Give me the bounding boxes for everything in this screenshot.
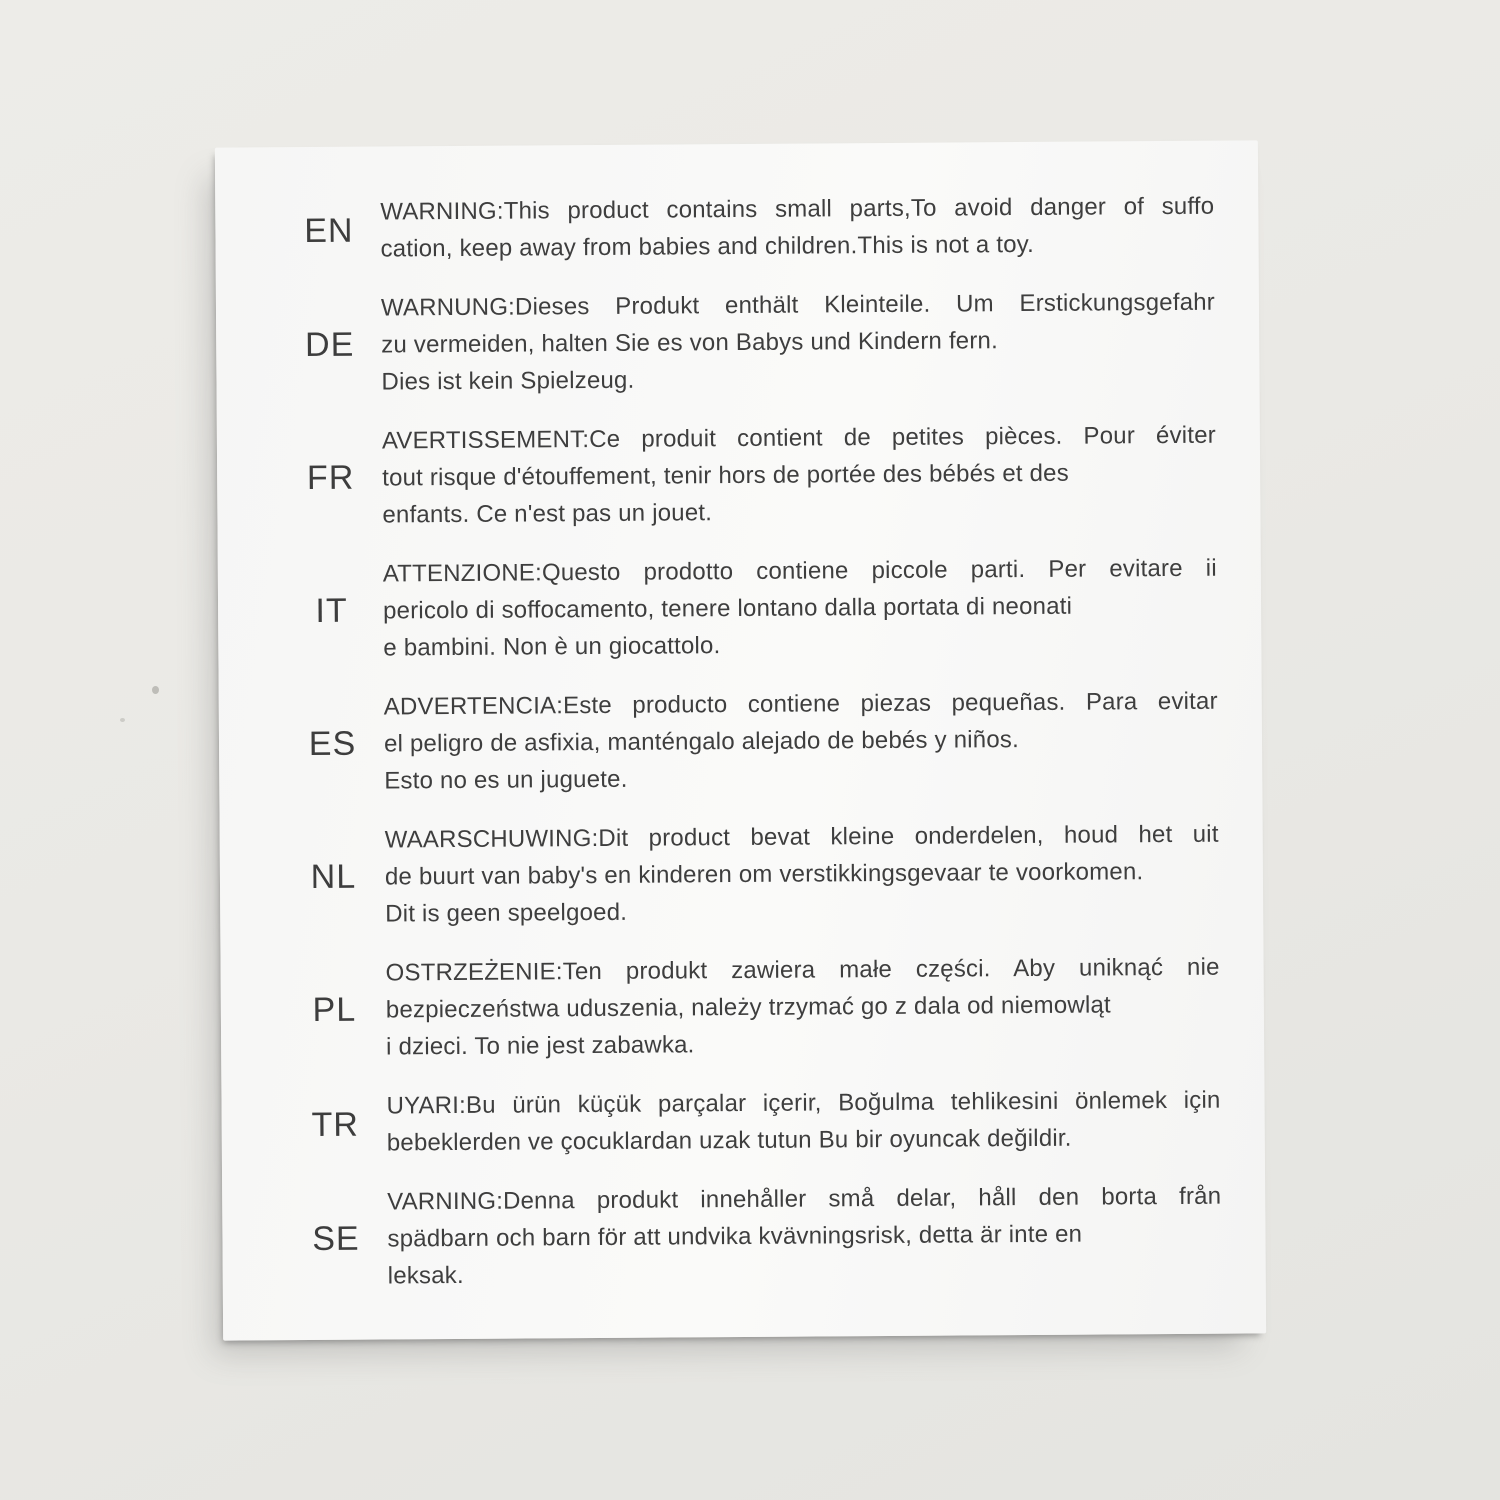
warning-text-pl xyxy=(385,949,1220,1066)
warning-line: ADVERTENCIA:Este producto contiene piezas pequeñas. Para evitar xyxy=(383,687,1218,721)
warning-line: leksak. xyxy=(387,1261,464,1290)
lang-section-es xyxy=(281,683,1219,801)
warning-line: zu vermeiden, halten Sie es von Babys und Kindern fern. xyxy=(381,327,999,359)
lang-section-se xyxy=(284,1178,1222,1296)
lang-section-de xyxy=(278,284,1216,402)
lang-code-fr: FR xyxy=(306,458,355,498)
warning-text-en xyxy=(380,188,1214,268)
backdrop-speck xyxy=(152,686,159,694)
backdrop-speck xyxy=(120,718,125,722)
warning-line: cation, keep away from babies and children.This is not a toy. xyxy=(380,230,1035,263)
warning-line: VARNING:Denna produkt innehåller små delar, håll den borta från xyxy=(387,1182,1222,1216)
warning-text-tr xyxy=(386,1082,1220,1162)
warning-line: i dzieci. To nie jest zabawka. xyxy=(386,1031,695,1061)
warning-text-es xyxy=(384,683,1219,800)
lang-code-nl: NL xyxy=(310,857,357,897)
lang-code-en: EN xyxy=(304,211,354,250)
warning-line: bezpieczeństwa uduszenia, należy trzymać go z dala od niemowląt xyxy=(385,991,1111,1024)
lang-section-it xyxy=(280,550,1218,668)
lang-code-es: ES xyxy=(308,724,357,764)
lang-section-nl xyxy=(282,816,1220,934)
warning-text-nl xyxy=(385,816,1220,933)
warning-line: pericolo di soffocamento, tenere lontano dalla portata di neonati xyxy=(382,592,1073,625)
lang-code-se: SE xyxy=(312,1219,360,1259)
lang-code-it: IT xyxy=(315,591,348,630)
lang-section-pl xyxy=(282,949,1220,1067)
warning-label-paper xyxy=(215,140,1266,1340)
warning-line: AVERTISSEMENT:Ce produit contient de petites pièces. Pour éviter xyxy=(381,421,1216,455)
warning-line: ATTENZIONE:Questo prodotto contiene piccole parti. Per evitare ii xyxy=(382,554,1217,588)
warning-line: Dit is geen speelgoed. xyxy=(385,898,628,928)
warning-line: WARNUNG:Dieses Produkt enthält Kleinteile. Um Erstickungsgefahr xyxy=(380,288,1216,322)
warning-text-de xyxy=(381,284,1216,401)
warning-text-it xyxy=(383,550,1218,667)
lang-section-fr xyxy=(279,417,1217,535)
warning-line: OSTRZEŻENIE:Ten produkt zawiera małe części. Aby uniknąć nie xyxy=(385,953,1220,987)
warning-line: tout risque d'étouffement, tenir hors de portée des bébés et des xyxy=(382,459,1069,492)
warning-line: Dies ist kein Spielzeug. xyxy=(381,366,635,396)
warning-line: e bambini. Non è un giocattolo. xyxy=(383,632,721,662)
warning-line: spädbarn och barn för att undvika kvävningsrisk, detta är inte en xyxy=(387,1220,1083,1253)
warning-line: de buurt van baby's en kinderen om verstikkingsgevaar te voorkomen. xyxy=(384,858,1144,891)
warning-line: WARNING:This product contains small parts,To avoid danger of suffo xyxy=(380,192,1215,226)
lang-code-pl: PL xyxy=(312,990,357,1029)
warning-line: enfants. Ce n'est pas un jouet. xyxy=(382,499,713,529)
warning-line: bebeklerden ve çocuklardan uzak tutun Bu bir oyuncak değildir. xyxy=(386,1124,1072,1157)
warning-line: el peligro de asfixia, manténgalo alejado de bebés y niños. xyxy=(383,726,1019,758)
lang-section-tr xyxy=(283,1082,1220,1163)
lang-code-tr: TR xyxy=(311,1105,359,1144)
warning-text-fr xyxy=(382,417,1217,534)
lang-section-en xyxy=(277,188,1214,269)
lang-code-de: DE xyxy=(304,325,355,365)
warning-text-se xyxy=(387,1178,1222,1295)
warning-line: WAARSCHUWING:Dit product bevat kleine onderdelen, houd het uit xyxy=(384,820,1219,854)
warning-line: Esto no es un juguete. xyxy=(384,765,628,795)
warning-line: UYARI:Bu ürün küçük parçalar içerir, Boğulma tehlikesini önlemek için xyxy=(386,1086,1221,1120)
